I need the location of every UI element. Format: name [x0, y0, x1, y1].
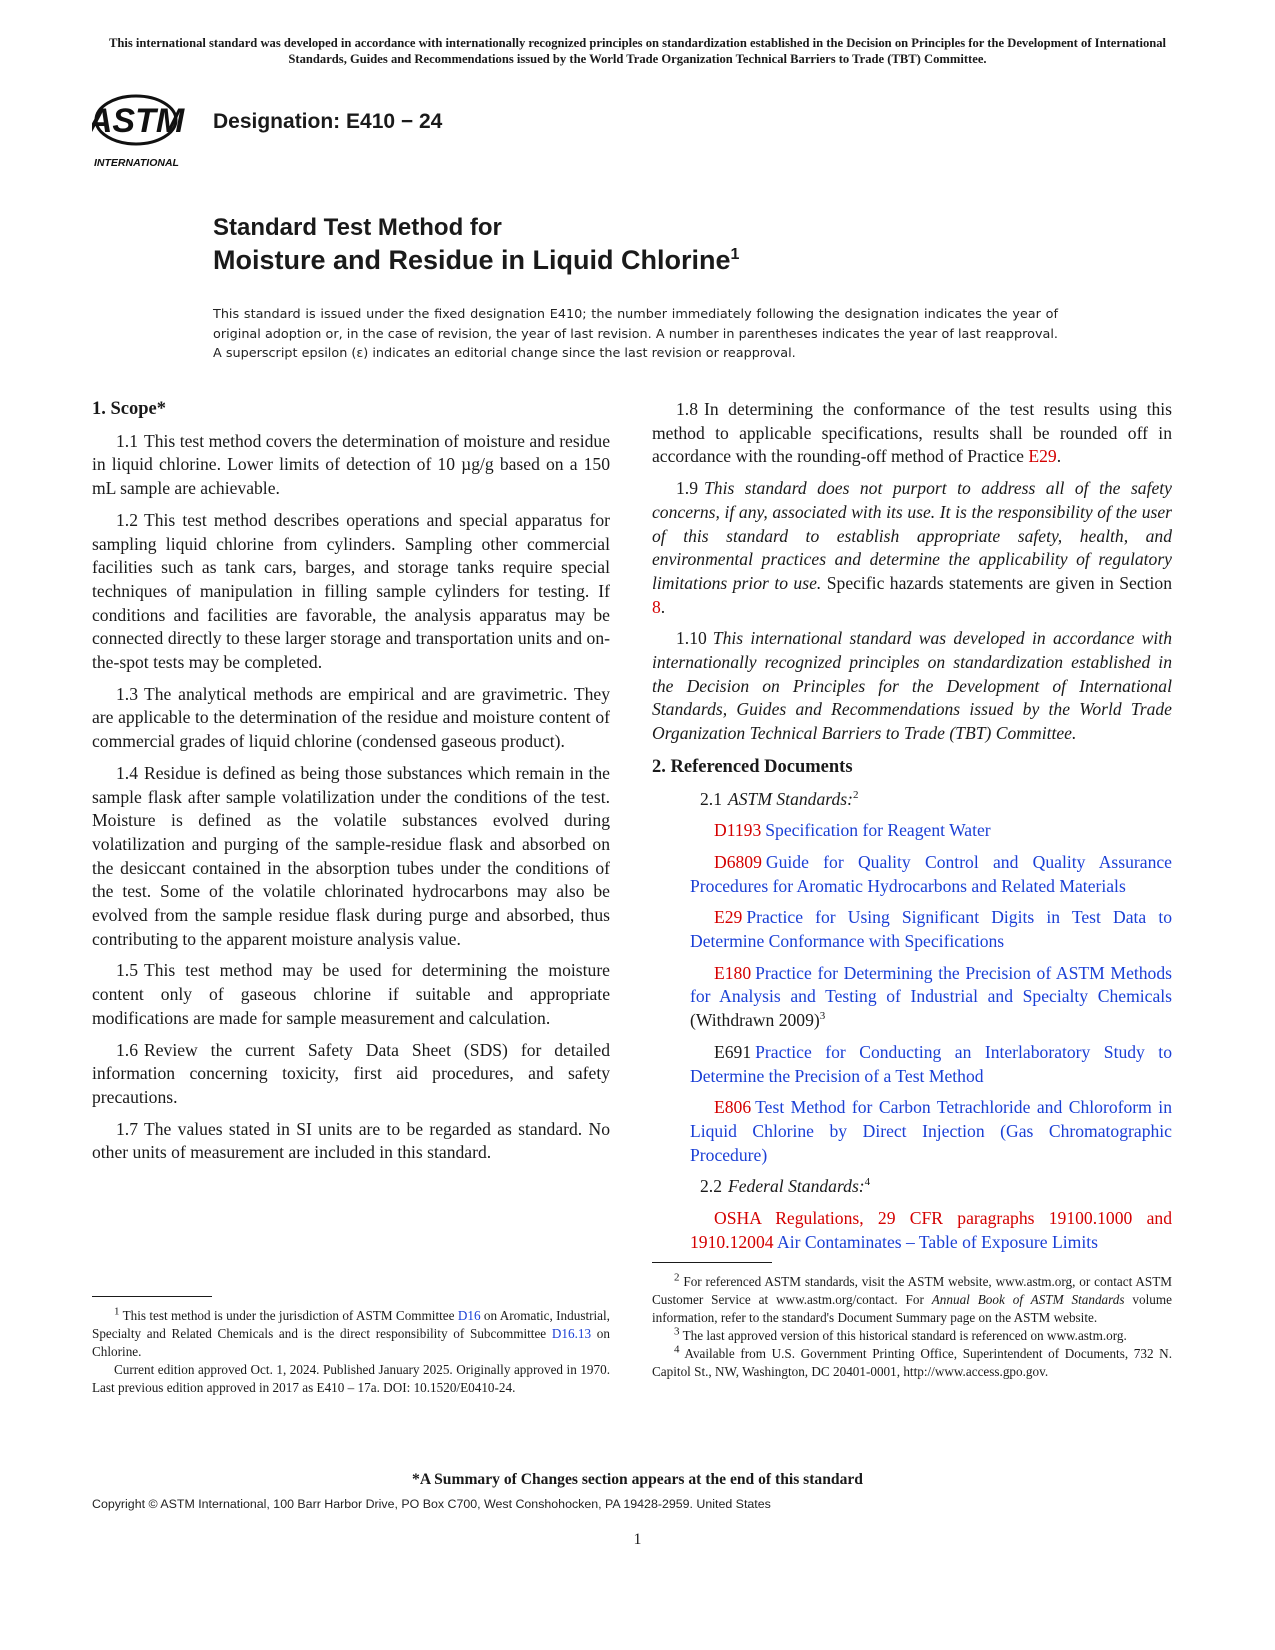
reference-footnote-mark[interactable]: 3	[819, 1010, 826, 1023]
issued-note: This standard is issued under the fixed designation E410; the number immediately following the designation indicates the year of original adoption or, in the case of revision, the year of last revision. A number in parentheses indicates the year of last reapproval. A superscript epsilon (ε) indicates an editorial change since the last revision or reapproval.	[213, 307, 1058, 361]
reference-code[interactable]: E29	[714, 907, 743, 928]
left-column	[92, 398, 610, 1173]
footnote-3: $^3$ The last approved version of this historical standard is referenced on www.astm.org.	[674, 1325, 1127, 1343]
reference-item[interactable]	[652, 906, 1172, 953]
title-line-2	[213, 244, 739, 276]
paragraph-1-5: 1.5 This test method may be used for determining the moisture content only of gaseous chlorine if suitable and appropriate modifications are made for sample measurement and calculation.	[92, 960, 610, 1028]
logo-text: ASTM	[92, 102, 185, 140]
footnote-1: $^1$ This test method is under the jurisdiction of ASTM Committee D16 on Aromatic, Industrial, Specialty and Related Chemicals and is the direct responsibility of Subcommittee D16.13 on Chlorine.	[92, 1305, 610, 1359]
footnote-4: $^4$ Available from U.S. Government Printing Office, Superintendent of Documents, 732 N. Capitol St., NW, Washington, DC 20401-0001, http://www.access.gpo.gov.	[652, 1343, 1172, 1379]
summary-of-changes-note: *A Summary of Changes section appears at the end of this standard	[412, 1471, 863, 1488]
reference-code[interactable]: E180	[714, 962, 752, 983]
right-column	[652, 398, 1172, 1263]
footnote-1-edition: Current edition approved Oct. 1, 2024. Published January 2025. Originally approved in 1970. Last previous edition approved in 2017 as E410 – 17a. DOI: 10.1520/E0410-24.	[92, 1362, 610, 1395]
paragraph-1-2: 1.2 This test method describes operations and special apparatus for sampling liquid chlorine from cylinders. Sampling other commercial facilities such as tank cars, barges, and storage tanks require special techniques of manipulation in filling sample cylinders for testing. If conditions and facilities are favorable, the analysis apparatus may be connected directly to these larger storage and transportation units and on-the-spot tests may be completed.	[92, 509, 610, 673]
reference-extra: (Withdrawn 2009)	[690, 1010, 820, 1031]
reference-code[interactable]: E691	[714, 1041, 752, 1062]
link-d16[interactable]: D16	[457, 1308, 481, 1323]
federal-standards-label: 2.2 Federal Standards:$^4$	[700, 1176, 871, 1197]
paragraph-1-6: 1.6 Review the current Safety Data Sheet (SDS) for detailed information concerning toxicity, first aid procedures, and safety precautions.	[92, 1039, 610, 1107]
reference-title[interactable]: Guide for Quality Control and Quality Assurance Procedures for Aromatic Hydrocarbons and Related Materials	[690, 851, 1172, 896]
title-text: Moisture and Residue in Liquid Chlorine	[213, 245, 731, 275]
reference-title[interactable]: Practice for Using Significant Digits in Test Data to Determine Conformance with Specifications	[690, 907, 1172, 952]
reference-item[interactable]	[652, 1041, 1172, 1088]
page-number: 1	[633, 1531, 642, 1548]
paragraph-1-9: 1.9 This standard does not purport to address all of the safety concerns, if any, associated with its use. It is the responsibility of the user of this standard to establish appropriate safety, health, and environmental practices and determine the applicability of regulatory limitations prior to use. Specific hazards statements are given in Section 8.	[652, 478, 1172, 617]
designation: Designation: E410 − 24	[213, 110, 443, 133]
title-footnote-mark[interactable]: 1	[730, 246, 740, 263]
section-heading-scope: 1. Scope*	[92, 399, 166, 419]
reference-code[interactable]: D1193	[714, 820, 762, 841]
footnotes-right	[652, 1262, 1172, 1381]
footnote-2: $^2$ For referenced ASTM standards, visit the ASTM website, www.astm.org, or contact ASTM Customer Service at www.astm.org/contact. For Annual Book of ASTM Standards volume information, refer to the standard's Document Summary page on the ASTM website.	[652, 1271, 1173, 1325]
reference-title[interactable]: Specification for Reagent Water	[765, 820, 991, 841]
paragraph-1-10: 1.10 This international standard was developed in accordance with internationally recognized principles on standardization established in the Decision on Principles for the Development of International Standards, Guides and Recommendations issued by the World Trade Organization Technical Barriers to Trade (TBT) Committee.	[652, 628, 1172, 744]
copyright: Copyright © ASTM International, 100 Barr Harbor Drive, PO Box C700, West Conshohocken, PA 19428-2959. United States	[92, 1497, 771, 1511]
astm-standards-label: 2.1 ASTM Standards:$^2$	[700, 788, 859, 809]
paragraph-1-1: 1.1 This test method covers the determination of moisture and residue in liquid chlorine. Lower limits of detection of 10 µg/g based on a 150 mL sample are achievable.	[92, 430, 610, 499]
reference-title[interactable]: Practice for Determining the Precision of ASTM Methods for Analysis and Testing of Industrial and Specialty Chemicals	[690, 962, 1172, 1007]
reference-title[interactable]: Test Method for Carbon Tetrachloride and Chloroform in Liquid Chlorine by Direct Injection (Gas Chromatographic Procedure)	[690, 1097, 1172, 1165]
link-section-8[interactable]: 8	[652, 596, 661, 617]
reference-item[interactable]	[652, 851, 1172, 898]
reference-osha[interactable]: OSHA Regulations, 29 CFR paragraphs 19100.1000 and 1910.12004 Air Contaminates – Table of Exposure Limits	[690, 1208, 1172, 1252]
section-heading-referenced-documents: 2. Referenced Documents	[652, 756, 853, 777]
paragraph-1-8: 1.8 In determining the conformance of the test results using this method to applicable specifications, results shall be rounded off in accordance with the rounding-off method of Practice E29.	[652, 399, 1172, 467]
reference-item[interactable]	[652, 1096, 1172, 1167]
logo-subtext: INTERNATIONAL	[94, 157, 179, 169]
paragraph-1-3: 1.3 The analytical methods are empirical and are gravimetric. They are applicable to the determination of the residue and moisture content of commercial grades of liquid chlorine (condensed gaseous product).	[92, 683, 610, 752]
astm-logo	[92, 86, 194, 170]
footnote-rule	[652, 1262, 772, 1263]
tbt-notice: This international standard was developed in accordance with internationally recognized principles on standardization established in the Decision on Principles for the Development of International Standards, Guides and Recommendations issued by the World Trade Organization Technical Barriers to Trade (TBT) Committee.	[108, 36, 1167, 66]
title-line-1: Standard Test Method for	[213, 214, 502, 241]
paragraph-1-4: 1.4 Residue is defined as being those substances which remain in the sample flask after sample volatilization under the conditions of the test. Moisture is defined as the volatile substances evolved during volatilization and purging of the sample-residue flask and absorbed on the desiccant contained in the absorption tubes under the conditions of the test. Some of the volatile chlorinated hydrocarbons may also be evolved from the sample residue flask during purge and absorbed, thus contributing to the apparent moisture analysis value.	[92, 762, 610, 949]
reference-item[interactable]	[652, 819, 1172, 843]
reference-list	[652, 819, 1172, 1167]
reference-item[interactable]	[652, 962, 1172, 1033]
reference-title[interactable]: Practice for Conducting an Interlaboratory Study to Determine the Precision of a Test Method	[690, 1041, 1172, 1086]
footnote-rule	[92, 1296, 212, 1297]
link-d16-13[interactable]: D16.13	[551, 1326, 592, 1341]
reference-code[interactable]: E806	[714, 1097, 752, 1118]
reference-code[interactable]: D6809	[714, 851, 762, 872]
paragraph-1-7: 1.7 The values stated in SI units are to be regarded as standard. No other units of measurement are included in this standard.	[92, 1118, 610, 1163]
footnotes-left	[92, 1296, 610, 1397]
link-e29[interactable]: E29	[1028, 446, 1057, 467]
